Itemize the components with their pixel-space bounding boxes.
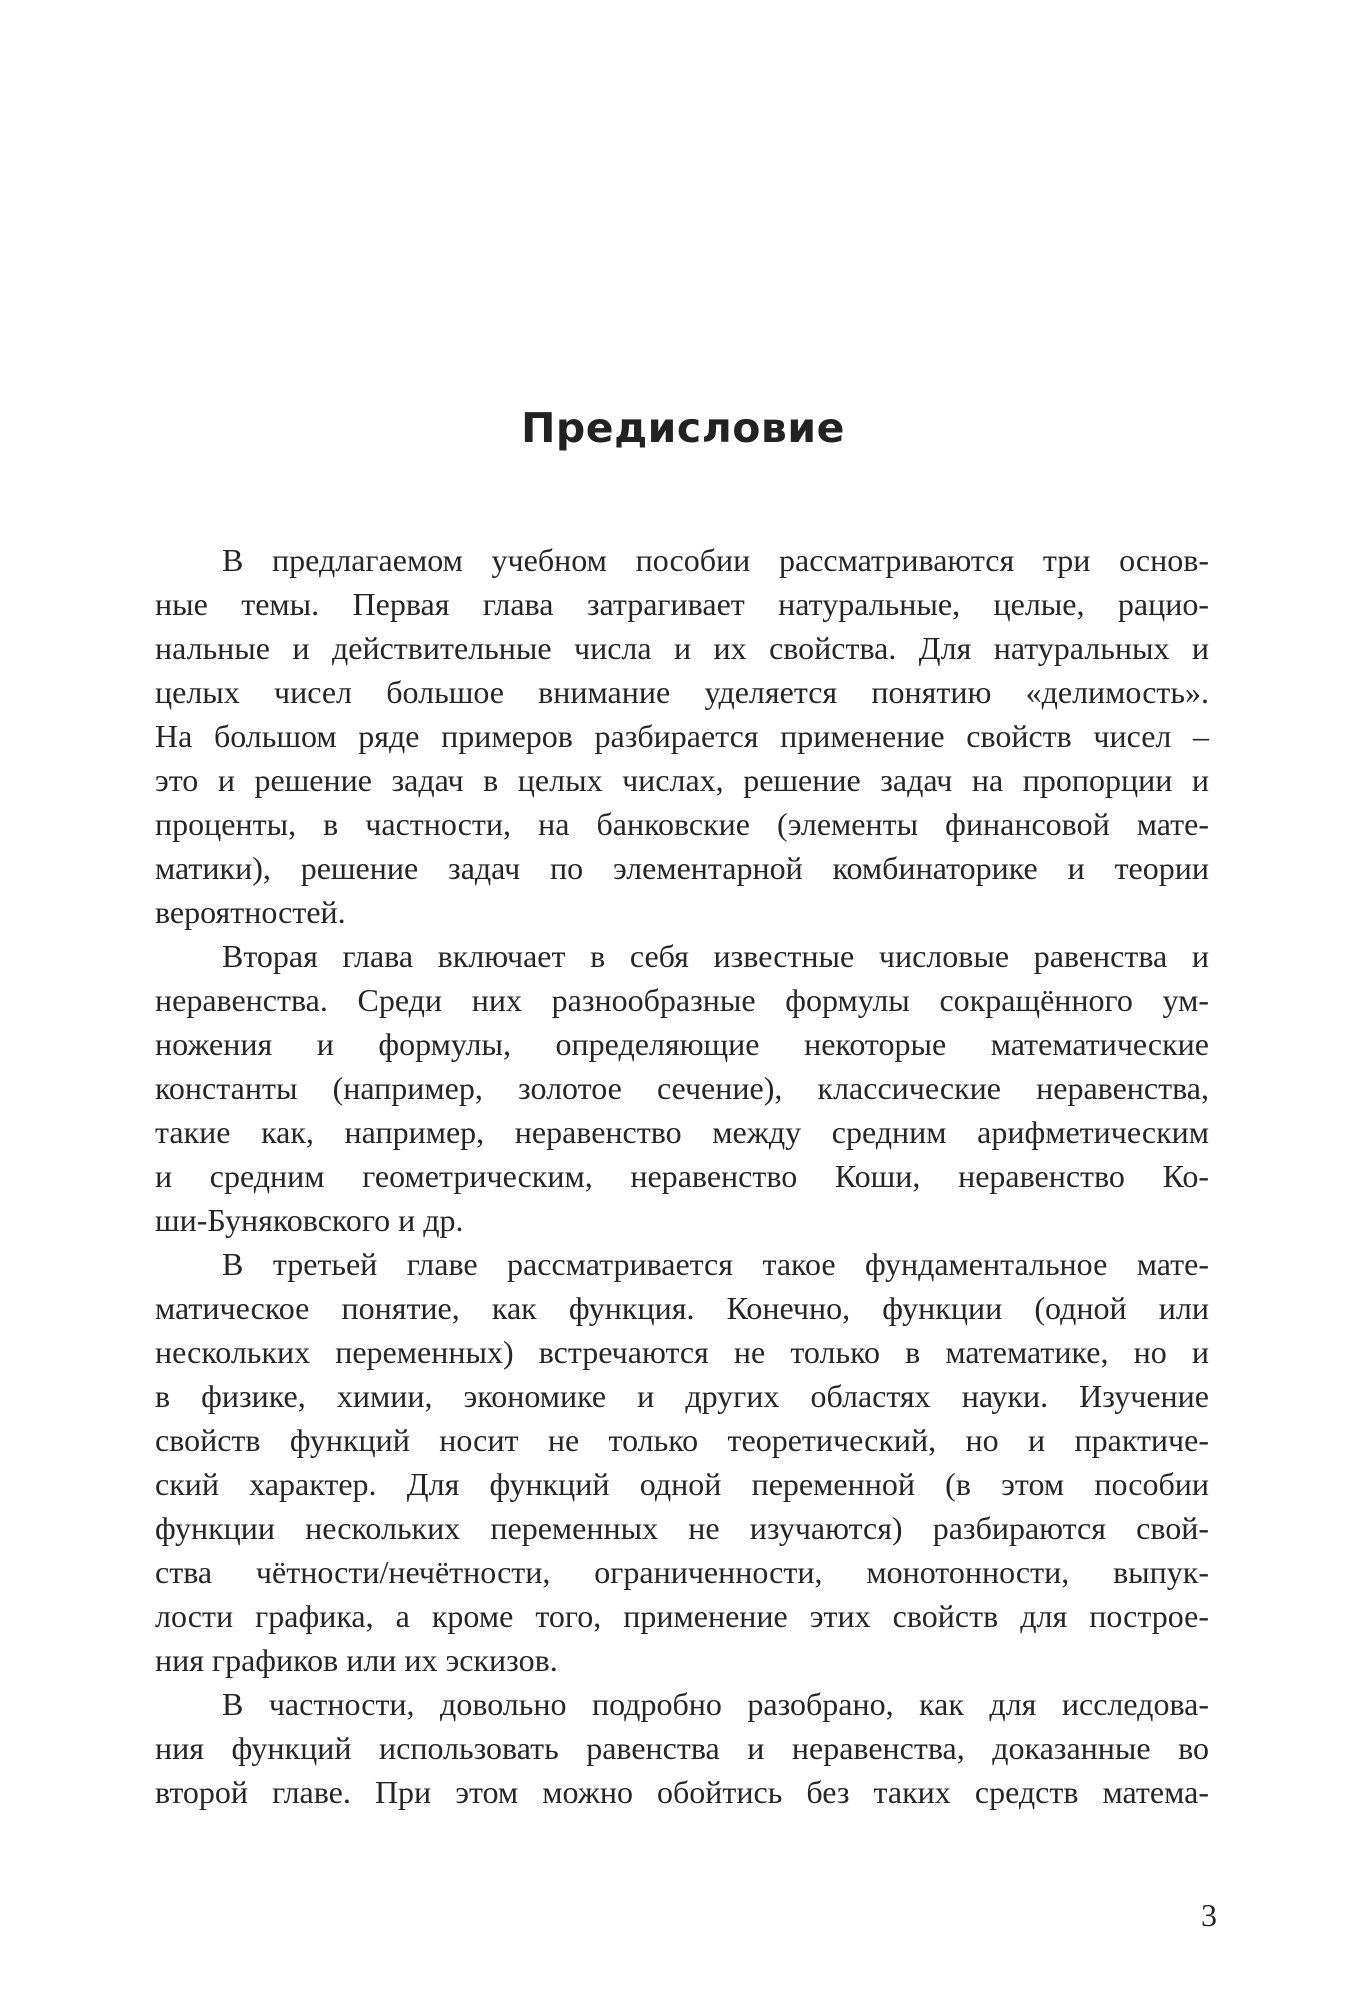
text-line: свойств функций носит не только теоретический, но и практиче-: [155, 1422, 1209, 1458]
text-line: Вторая глава включает в себя известные числовые равенства и: [222, 938, 1209, 974]
text-line: На большом ряде примеров разбирается применение свойств чисел –: [155, 718, 1209, 754]
text-line: константы (например, золотое сечение), классические неравенства,: [155, 1070, 1209, 1106]
page-title: Предисловие: [521, 404, 845, 452]
text-line: матики), решение задач по элементарной комбинаторике и теории: [155, 850, 1209, 886]
text-line: лости графика, а кроме того, применение этих свойств для построе-: [155, 1598, 1209, 1634]
text-line: ния функций использовать равенства и неравенства, доказанные во: [155, 1730, 1209, 1766]
paragraph-3: [155, 1242, 1209, 1682]
text-line: ский характер. Для функций одной переменной (в этом пособии: [155, 1466, 1209, 1502]
text-line: в физике, химии, экономике и других областях науки. Изучение: [155, 1378, 1209, 1414]
text-line: вероятностей.: [155, 894, 346, 930]
text-line: ния графиков или их эскизов.: [155, 1642, 558, 1678]
text-line: матическое понятие, как функция. Конечно, функции (одной или: [155, 1290, 1209, 1326]
text-line: ши-Буняковского и др.: [155, 1202, 464, 1238]
page-number: 3: [1201, 1897, 1217, 1933]
preface-body: [155, 538, 1209, 1814]
text-line: второй главе. При этом можно обойтись без таких средств матема-: [155, 1774, 1209, 1810]
text-line: нескольких переменных) встречаются не только в математике, но и: [155, 1334, 1209, 1370]
paragraph-1: [155, 538, 1209, 934]
text-line: целых чисел большое внимание уделяется понятию «делимость».: [155, 674, 1209, 710]
text-line: В частности, довольно подробно разобрано, как для исследова-: [222, 1686, 1209, 1722]
text-line: и средним геометрическим, неравенство Коши, неравенство Ко-: [155, 1158, 1209, 1194]
text-line: проценты, в частности, на банковские (элементы финансовой мате-: [155, 806, 1209, 842]
paragraph-2: [155, 934, 1209, 1242]
paragraph-4: [155, 1682, 1209, 1814]
text-line: такие как, например, неравенство между средним арифметическим: [155, 1114, 1209, 1150]
text-line: нальные и действительные числа и их свойства. Для натуральных и: [155, 630, 1209, 666]
text-line: неравенства. Среди них разнообразные формулы сокращённого ум-: [155, 982, 1209, 1018]
text-line: функции нескольких переменных не изучаются) разбираются свой-: [155, 1510, 1209, 1546]
text-line: это и решение задач в целых числах, решение задач на пропорции и: [155, 762, 1209, 798]
text-line: ные темы. Первая глава затрагивает натуральные, целые, рацио-: [155, 586, 1209, 622]
text-line: ства чётности/нечётности, ограниченности, монотонности, выпук-: [155, 1554, 1209, 1590]
text-line: В третьей главе рассматривается такое фундаментальное мате-: [222, 1246, 1209, 1282]
text-line: ножения и формулы, определяющие некоторые математические: [155, 1026, 1209, 1062]
text-line: В предлагаемом учебном пособии рассматриваются три основ-: [222, 542, 1209, 578]
